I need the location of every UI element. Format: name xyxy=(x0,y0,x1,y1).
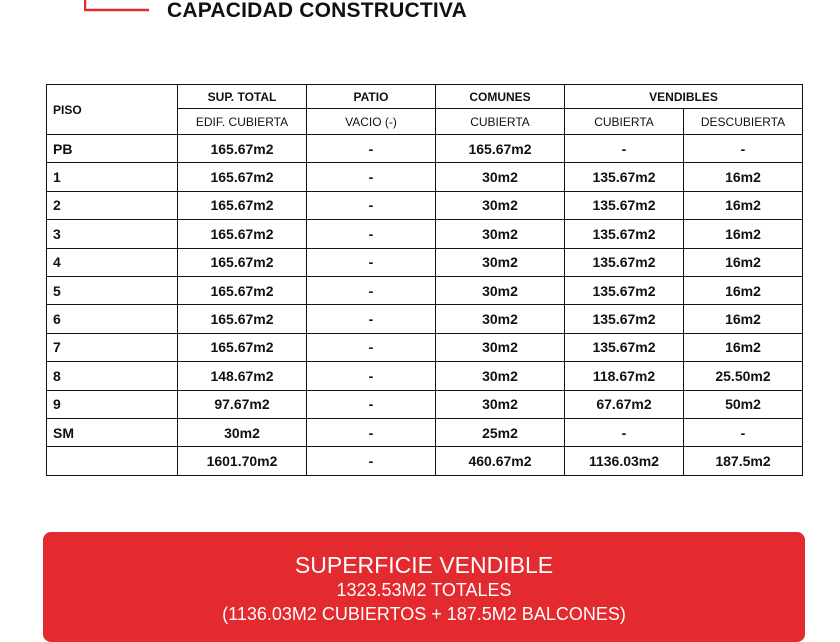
comunes-cell: 30m2 xyxy=(436,305,565,333)
floor-cell: 5 xyxy=(47,276,178,304)
patio-cell: - xyxy=(307,333,436,361)
banner-breakdown: (1136.03M2 CUBIERTOS + 187.5M2 BALCONES) xyxy=(222,604,626,624)
sup-total-cell: 165.67m2 xyxy=(178,135,307,163)
vendible-cubierta-cell: 135.67m2 xyxy=(565,191,684,219)
comunes-cell: 30m2 xyxy=(436,333,565,361)
floor-cell: PB xyxy=(47,135,178,163)
sup-total-cell: 165.67m2 xyxy=(178,248,307,276)
floor-cell: 2 xyxy=(47,191,178,219)
header-sup-total: SUP. TOTAL xyxy=(178,85,307,109)
vendible-descubierta-cell: - xyxy=(684,135,803,163)
table-row xyxy=(47,362,803,390)
subheader-edif-cubierta: EDIF. CUBIERTA xyxy=(178,109,307,135)
vendible-descubierta-cell: - xyxy=(684,418,803,446)
vendible-cubierta-cell: - xyxy=(565,418,684,446)
patio-cell: - xyxy=(307,390,436,418)
comunes-cell: 30m2 xyxy=(436,390,565,418)
table-row xyxy=(47,135,803,163)
table-row xyxy=(47,163,803,191)
table-body xyxy=(47,135,803,476)
vendible-descubierta-cell: 16m2 xyxy=(684,248,803,276)
floor-cell: 8 xyxy=(47,362,178,390)
vendible-cubierta-cell: 135.67m2 xyxy=(565,220,684,248)
table-row xyxy=(47,220,803,248)
header-piso: PISO xyxy=(47,85,178,135)
vendible-descubierta-cell: 16m2 xyxy=(684,333,803,361)
sup-total-cell: 165.67m2 xyxy=(178,191,307,219)
comunes-cell: 30m2 xyxy=(436,362,565,390)
sup-total-cell: 165.67m2 xyxy=(178,163,307,191)
comunes-cell: 30m2 xyxy=(436,220,565,248)
vendible-descubierta-cell: 16m2 xyxy=(684,191,803,219)
banner-total: 1323.53M2 TOTALES xyxy=(336,580,512,600)
floor-cell: 4 xyxy=(47,248,178,276)
floor-cell: 6 xyxy=(47,305,178,333)
patio-cell: - xyxy=(307,248,436,276)
floor-cell: 1 xyxy=(47,163,178,191)
vendible-descubierta-cell: 16m2 xyxy=(684,305,803,333)
patio-cell: - xyxy=(307,191,436,219)
table-row xyxy=(47,418,803,446)
sup-total-cell: 165.67m2 xyxy=(178,220,307,248)
sup-total-cell: 148.67m2 xyxy=(178,362,307,390)
floor-cell xyxy=(47,447,178,475)
subheader-comunes-cubierta: CUBIERTA xyxy=(436,109,565,135)
sup-total-cell: 1601.70m2 xyxy=(178,447,307,475)
comunes-cell: 30m2 xyxy=(436,276,565,304)
totals-row xyxy=(47,447,803,475)
vendible-cubierta-cell: - xyxy=(565,135,684,163)
sup-total-cell: 97.67m2 xyxy=(178,390,307,418)
vendible-cubierta-cell: 135.67m2 xyxy=(565,305,684,333)
patio-cell: - xyxy=(307,305,436,333)
subheader-vacio: VACIO (-) xyxy=(307,109,436,135)
table-row xyxy=(47,333,803,361)
table-row xyxy=(47,390,803,418)
comunes-cell: 30m2 xyxy=(436,191,565,219)
comunes-cell: 25m2 xyxy=(436,418,565,446)
header-patio: PATIO xyxy=(307,85,436,109)
sup-total-cell: 165.67m2 xyxy=(178,276,307,304)
patio-cell: - xyxy=(307,135,436,163)
comunes-cell: 30m2 xyxy=(436,248,565,276)
page-title: CAPACIDAD CONSTRUCTIVA xyxy=(167,0,467,22)
header-vendibles: VENDIBLES xyxy=(565,85,803,109)
vendible-descubierta-cell: 50m2 xyxy=(684,390,803,418)
vendible-descubierta-cell: 187.5m2 xyxy=(684,447,803,475)
patio-cell: - xyxy=(307,163,436,191)
vendible-cubierta-cell: 1136.03m2 xyxy=(565,447,684,475)
vendible-cubierta-cell: 135.67m2 xyxy=(565,163,684,191)
vendible-cubierta-cell: 135.67m2 xyxy=(565,248,684,276)
floor-cell: 9 xyxy=(47,390,178,418)
vendible-descubierta-cell: 25.50m2 xyxy=(684,362,803,390)
patio-cell: - xyxy=(307,362,436,390)
capacity-table xyxy=(46,84,803,476)
vendible-cubierta-cell: 67.67m2 xyxy=(565,390,684,418)
sup-total-cell: 30m2 xyxy=(178,418,307,446)
vendible-descubierta-cell: 16m2 xyxy=(684,163,803,191)
patio-cell: - xyxy=(307,418,436,446)
table-row xyxy=(47,191,803,219)
sup-total-cell: 165.67m2 xyxy=(178,333,307,361)
patio-cell: - xyxy=(307,276,436,304)
banner-title: SUPERFICIE VENDIBLE xyxy=(294,552,554,578)
header-comunes: COMUNES xyxy=(436,85,565,109)
logo-mark xyxy=(84,0,150,12)
subheader-vendibles-descubierta: DESCUBIERTA xyxy=(684,109,803,135)
patio-cell: - xyxy=(307,220,436,248)
vendible-descubierta-cell: 16m2 xyxy=(684,276,803,304)
floor-cell: SM xyxy=(47,418,178,446)
vendible-cubierta-cell: 135.67m2 xyxy=(565,276,684,304)
table-row xyxy=(47,276,803,304)
vendible-cubierta-cell: 135.67m2 xyxy=(565,333,684,361)
vendible-descubierta-cell: 16m2 xyxy=(684,220,803,248)
comunes-cell: 165.67m2 xyxy=(436,135,565,163)
sup-total-cell: 165.67m2 xyxy=(178,305,307,333)
sellable-area-banner xyxy=(43,532,805,642)
table-row xyxy=(47,248,803,276)
floor-cell: 3 xyxy=(47,220,178,248)
comunes-cell: 460.67m2 xyxy=(436,447,565,475)
patio-cell: - xyxy=(307,447,436,475)
vendible-cubierta-cell: 118.67m2 xyxy=(565,362,684,390)
subheader-vendibles-cubierta: CUBIERTA xyxy=(565,109,684,135)
comunes-cell: 30m2 xyxy=(436,163,565,191)
table-row xyxy=(47,305,803,333)
floor-cell: 7 xyxy=(47,333,178,361)
